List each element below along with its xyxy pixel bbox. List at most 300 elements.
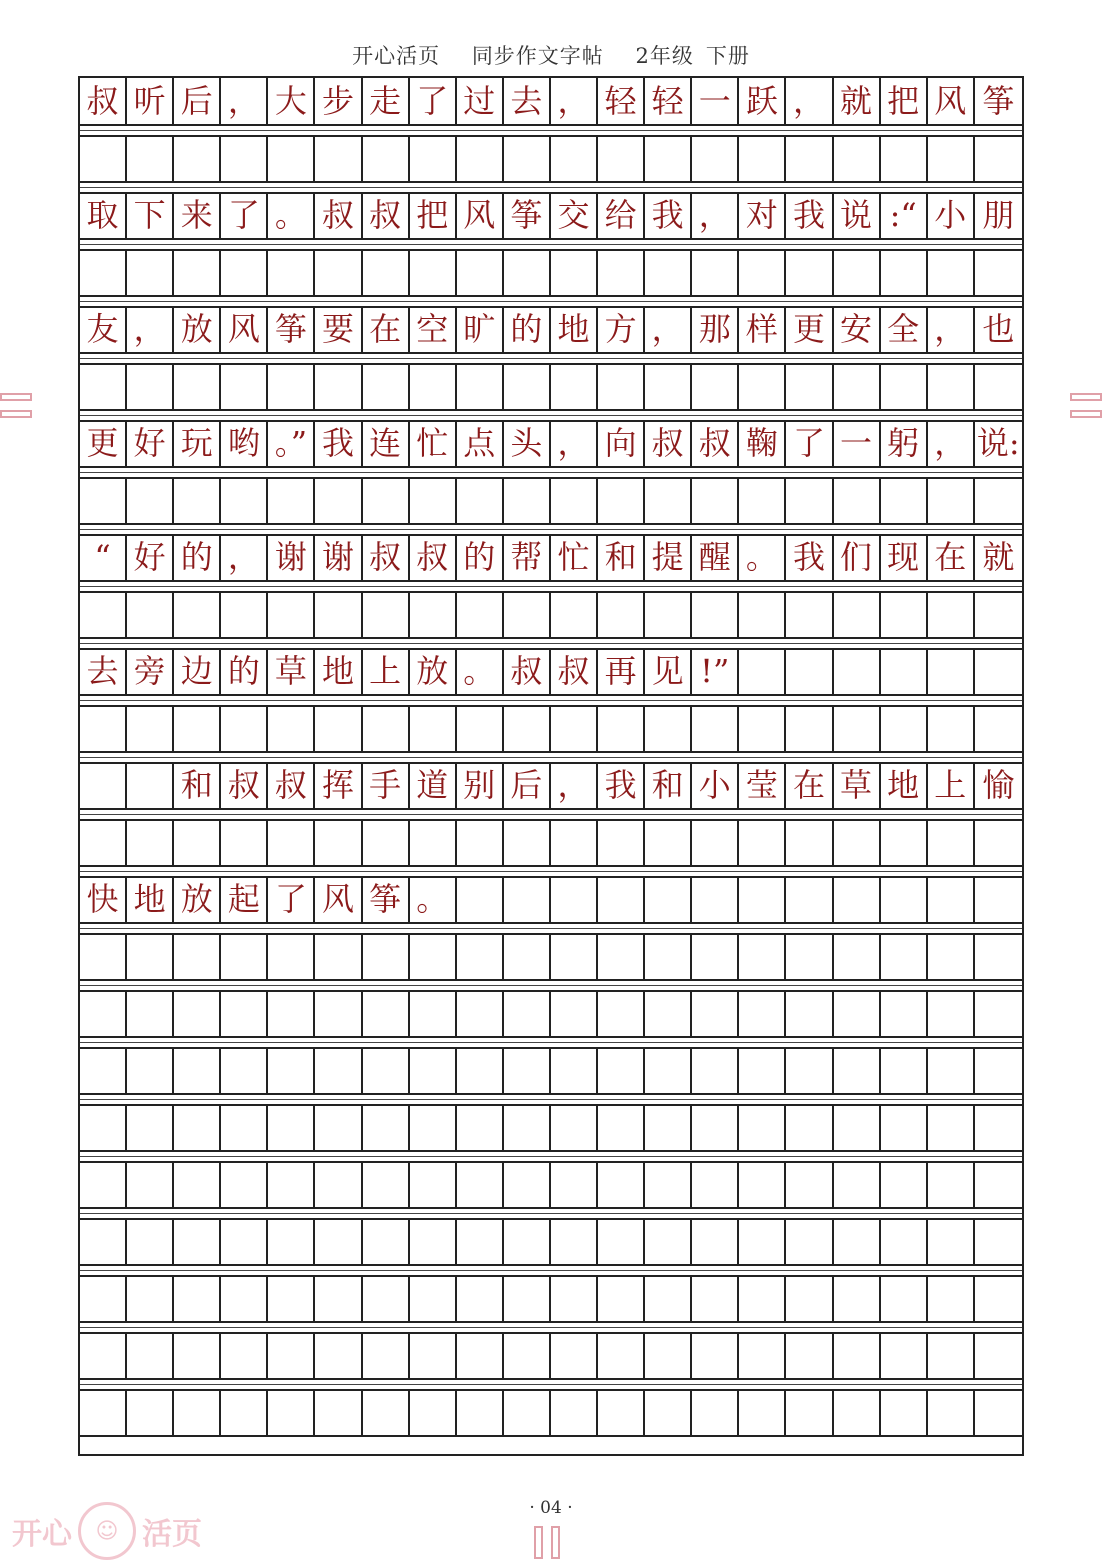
grid-cell: 一: [692, 78, 739, 124]
grid-cell: 筝: [504, 192, 551, 238]
grid-cell: [504, 1218, 551, 1264]
grid-cell: 再: [598, 648, 645, 694]
grid-cell: 轻: [598, 78, 645, 124]
grid-cell: [692, 1275, 739, 1321]
grid-cell: [928, 876, 975, 922]
gap-rule: [80, 643, 1022, 644]
grid-cell: [834, 135, 881, 181]
grid-cell: 风: [221, 306, 268, 352]
blank-row: [80, 1218, 1022, 1264]
grid-cell: [786, 819, 833, 865]
text-row: [80, 306, 1022, 352]
grid-cell: 方: [598, 306, 645, 352]
grid-cell: [881, 648, 928, 694]
blank-row: [80, 135, 1022, 181]
grid-cell: [410, 990, 457, 1036]
grid-cell: [80, 1161, 127, 1207]
grid-cell: [598, 1332, 645, 1378]
grid-line: [80, 1435, 1022, 1437]
grid-cell: 朋: [982, 196, 1015, 234]
grid-cell: 地: [315, 648, 362, 694]
grid-cell: 放: [174, 306, 221, 352]
grid-cell: 了: [410, 78, 457, 124]
grid-cell: “: [80, 534, 127, 580]
grid-cell: [692, 1389, 739, 1435]
blank-row: [80, 1275, 1022, 1321]
grid-cell: [834, 876, 881, 922]
grid-cell: [221, 1161, 268, 1207]
grid-cell: [363, 1218, 410, 1264]
grid-cell: [457, 363, 504, 409]
grid-cell: [268, 705, 315, 751]
gap-rule: [80, 130, 1022, 131]
grid-cell: 叔: [268, 762, 315, 808]
grid-cell: [551, 1047, 598, 1093]
grid-cell: 的: [174, 534, 221, 580]
grid-cell: [80, 819, 127, 865]
grid-cell: [551, 1218, 598, 1264]
grid-cell: 放: [410, 648, 457, 694]
grid-cell: [80, 933, 127, 979]
grid-cell: [786, 591, 833, 637]
grid-cell: [786, 135, 833, 181]
grid-cell: 去: [504, 78, 551, 124]
grid-cell: [786, 1389, 833, 1435]
grid-cell: [457, 1389, 504, 1435]
grid-cell: 筝: [268, 306, 315, 352]
grid-cell: [786, 249, 833, 295]
grid-cell: 的: [457, 534, 504, 580]
grid-cell: [315, 1389, 362, 1435]
grid-line: [80, 352, 1022, 354]
grid-cell: [551, 1389, 598, 1435]
grid-cell: [410, 1161, 457, 1207]
grid-cell: [268, 249, 315, 295]
grid-cell: 叔: [315, 192, 362, 238]
grid-cell: 步: [315, 78, 362, 124]
grid-cell: [221, 1104, 268, 1150]
grid-line: [80, 409, 1022, 411]
grid-cell: 全: [881, 306, 928, 352]
grid-cell: [410, 249, 457, 295]
grid-cell: [692, 990, 739, 1036]
grid-cell: [174, 591, 221, 637]
gap-rule: [80, 1099, 1022, 1100]
grid-cell: 地: [127, 876, 174, 922]
grid-cell: [80, 363, 127, 409]
grid-cell: 手: [363, 762, 410, 808]
grid-cell: 忙: [410, 420, 457, 466]
grid-cell: 也: [982, 310, 1015, 348]
grid-line: [80, 751, 1022, 753]
grid-cell: [551, 477, 598, 523]
grid-cell: [410, 477, 457, 523]
grid-cell: [928, 1218, 975, 1264]
grid-cell: [928, 1104, 975, 1150]
grid-cell: [80, 762, 127, 808]
grid-cell: [410, 1047, 457, 1093]
grid-cell: 我: [315, 420, 362, 466]
grid-cell: [457, 1218, 504, 1264]
grid-cell: [975, 648, 1022, 694]
grid-cell: [928, 819, 975, 865]
grid-cell: [221, 933, 268, 979]
grid-cell: [881, 1161, 928, 1207]
grid-cell: [834, 648, 881, 694]
grid-cell: 鞠: [739, 420, 786, 466]
grid-cell: [739, 705, 786, 751]
grid-cell: [410, 135, 457, 181]
grid-cell: 边: [174, 648, 221, 694]
grid-cell: [504, 705, 551, 751]
grid-cell: [80, 1389, 127, 1435]
gap-rule: [80, 700, 1022, 701]
grid-cell: 筝: [363, 876, 410, 922]
grid-cell: [268, 1161, 315, 1207]
grid-cell: 躬: [881, 420, 928, 466]
grid-line: [80, 1093, 1022, 1095]
smile-logo-icon: ☺: [78, 1502, 136, 1560]
grid-cell: 醒: [692, 534, 739, 580]
grid-cell: [504, 933, 551, 979]
grid-cell: [645, 477, 692, 523]
grid-cell: [834, 1218, 881, 1264]
blank-row: [80, 705, 1022, 751]
side-mark-right-bottom: [1070, 410, 1102, 418]
grid-line: [80, 466, 1022, 468]
grid-cell: [834, 933, 881, 979]
gap-rule: [80, 415, 1022, 416]
grid-cell: [692, 249, 739, 295]
grid-cell: [786, 477, 833, 523]
grid-cell: 走: [363, 78, 410, 124]
grid-cell: [975, 1389, 1022, 1435]
grid-cell: [221, 249, 268, 295]
grid-cell: 忙: [551, 534, 598, 580]
gap-rule: [80, 757, 1022, 758]
gap-rule: [80, 472, 1022, 473]
grid-cell: [786, 1161, 833, 1207]
grid-cell: 来: [174, 192, 221, 238]
grid-cell: [268, 933, 315, 979]
grid-cell: [457, 1161, 504, 1207]
grid-cell: [221, 819, 268, 865]
blank-row: [80, 990, 1022, 1036]
grid-cell: [739, 1161, 786, 1207]
grid-cell: [80, 135, 127, 181]
grid-cell: [739, 1218, 786, 1264]
grid-cell: :“: [881, 192, 928, 238]
grid-cell: [127, 990, 174, 1036]
grid-cell: 一: [834, 420, 881, 466]
grid-cell: ，: [645, 306, 692, 352]
grid-line: [80, 1207, 1022, 1209]
grid-cell: [80, 249, 127, 295]
grid-cell: 向: [598, 420, 645, 466]
grid-cell: [174, 249, 221, 295]
grid-cell: [221, 1275, 268, 1321]
grid-cell: [692, 933, 739, 979]
grid-cell: 现: [881, 534, 928, 580]
grid-cell: 给: [598, 192, 645, 238]
grid-cell: [881, 1104, 928, 1150]
grid-cell: [127, 363, 174, 409]
grid-cell: [127, 1218, 174, 1264]
grid-cell: 玩: [174, 420, 221, 466]
grid-cell: [645, 1218, 692, 1264]
grid-cell: [80, 477, 127, 523]
grid-cell: [739, 363, 786, 409]
grid-cell: 叔: [551, 648, 598, 694]
grid-cell: [834, 249, 881, 295]
grid-cell: [410, 705, 457, 751]
grid-cell: [645, 1275, 692, 1321]
grid-cell: [457, 477, 504, 523]
grid-cell: [457, 876, 504, 922]
grid-cell: ，: [692, 192, 739, 238]
grid-cell: [551, 819, 598, 865]
grid-cell: 。: [739, 534, 786, 580]
grid-cell: [127, 762, 174, 808]
grid-cell: [598, 1218, 645, 1264]
grid-cell: [174, 990, 221, 1036]
grid-cell: [645, 705, 692, 751]
grid-cell: [551, 1275, 598, 1321]
grid-cell: [881, 990, 928, 1036]
gap-rule: [80, 358, 1022, 359]
blank-row: [80, 1332, 1022, 1378]
grid-cell: [598, 876, 645, 922]
grid-cell: [928, 477, 975, 523]
grid-cell: 把: [881, 78, 928, 124]
grid-cell: [928, 705, 975, 751]
grid-cell: 听: [127, 78, 174, 124]
grid-cell: ，: [551, 420, 598, 466]
grid-cell: [363, 1275, 410, 1321]
grid-cell: [551, 249, 598, 295]
gap-rule: [80, 301, 1022, 302]
grid-cell: [363, 591, 410, 637]
grid-cell: [127, 135, 174, 181]
grid-cell: 的: [221, 648, 268, 694]
grid-cell: [268, 1332, 315, 1378]
grid-cell: [739, 135, 786, 181]
grid-cell: [504, 591, 551, 637]
grid-cell: [315, 1161, 362, 1207]
grid-cell: [363, 135, 410, 181]
grid-cell: [80, 1104, 127, 1150]
grid-cell: [739, 1332, 786, 1378]
grid-cell: [80, 1047, 127, 1093]
text-row: [80, 534, 1022, 580]
grid-cell: 叔: [80, 78, 127, 124]
grid-line: [80, 1264, 1022, 1266]
grid-cell: 好: [127, 420, 174, 466]
grid-cell: [174, 819, 221, 865]
grid-cell: 莹: [739, 762, 786, 808]
grid-cell: 快: [80, 876, 127, 922]
grid-cell: [739, 1389, 786, 1435]
grid-cell: [881, 1047, 928, 1093]
grid-cell: [928, 1161, 975, 1207]
grid-line: [80, 1378, 1022, 1380]
grid-cell: [786, 705, 833, 751]
grid-cell: 空: [410, 306, 457, 352]
grid-cell: [692, 876, 739, 922]
grid-cell: [504, 363, 551, 409]
grid-cell: [457, 1275, 504, 1321]
grid-cell: !”: [692, 648, 739, 694]
grid-cell: 我: [786, 192, 833, 238]
grid-cell: [127, 819, 174, 865]
grid-cell: [598, 819, 645, 865]
gap-rule: [80, 1384, 1022, 1385]
grid-cell: [80, 1218, 127, 1264]
grid-cell: [739, 876, 786, 922]
grid-cell: [739, 648, 786, 694]
grid-cell: [363, 1161, 410, 1207]
grid-cell: 见: [645, 648, 692, 694]
grid-cell: [457, 705, 504, 751]
grid-cell: 。: [457, 648, 504, 694]
grid-cell: [504, 135, 551, 181]
grid-cell: [410, 363, 457, 409]
grid-cell: [881, 363, 928, 409]
grid-cell: [268, 591, 315, 637]
grid-cell: [645, 933, 692, 979]
grid-cell: [221, 363, 268, 409]
grid-cell: [410, 1389, 457, 1435]
grid-cell: [127, 477, 174, 523]
grid-cell: 友: [80, 306, 127, 352]
grid-cell: 更: [80, 420, 127, 466]
grid-cell: [881, 1275, 928, 1321]
grid-cell: [881, 876, 928, 922]
grid-cell: 大: [268, 78, 315, 124]
blank-row: [80, 249, 1022, 295]
grid-cell: [739, 990, 786, 1036]
gap-rule: [80, 1270, 1022, 1271]
grid-line: [80, 922, 1022, 924]
grid-cell: ，: [551, 78, 598, 124]
grid-cell: 跃: [739, 78, 786, 124]
grid-cell: 叔: [410, 534, 457, 580]
grid-cell: [786, 1047, 833, 1093]
grid-cell: [315, 477, 362, 523]
grid-cell: [975, 363, 1022, 409]
grid-cell: [598, 1104, 645, 1150]
grid-cell: [80, 990, 127, 1036]
gap-rule: [80, 244, 1022, 245]
gap-rule: [80, 187, 1022, 188]
grid-cell: [315, 1275, 362, 1321]
grid-cell: 更: [786, 306, 833, 352]
grid-cell: 风: [315, 876, 362, 922]
grid-cell: [504, 1275, 551, 1321]
grid-cell: [174, 705, 221, 751]
grid-cell: [598, 477, 645, 523]
grid-cell: 叔: [504, 648, 551, 694]
grid-cell: [457, 819, 504, 865]
grid-cell: [221, 1047, 268, 1093]
grid-cell: [551, 705, 598, 751]
grid-cell: [457, 249, 504, 295]
page-number: · 04 ·: [529, 1498, 573, 1518]
grid-cell: 过: [457, 78, 504, 124]
grid-cell: 好: [127, 534, 174, 580]
grid-cell: [174, 1332, 221, 1378]
grid-cell: 和: [645, 762, 692, 808]
grid-cell: [834, 1047, 881, 1093]
gap-rule: [80, 871, 1022, 872]
grid-cell: [551, 1332, 598, 1378]
grid-cell: [786, 876, 833, 922]
grid-cell: [363, 1389, 410, 1435]
grid-cell: 说:: [976, 424, 1020, 462]
blank-row: [80, 1389, 1022, 1435]
grid-cell: [928, 135, 975, 181]
grid-cell: [881, 1332, 928, 1378]
grid-cell: [834, 591, 881, 637]
grid-cell: [598, 1389, 645, 1435]
grid-line: [80, 124, 1022, 126]
grid-cell: [786, 1104, 833, 1150]
grid-cell: [834, 1389, 881, 1435]
blank-row: [80, 819, 1022, 865]
grid-cell: [504, 990, 551, 1036]
grid-cell: [645, 363, 692, 409]
grid-cell: 谢: [315, 534, 362, 580]
grid-cell: [551, 363, 598, 409]
grid-cell: [127, 705, 174, 751]
grid-cell: [692, 819, 739, 865]
grid-cell: [315, 705, 362, 751]
grid-cell: [315, 1218, 362, 1264]
grid-cell: 的: [504, 306, 551, 352]
grid-cell: [645, 1389, 692, 1435]
grid-cell: [504, 876, 551, 922]
grid-cell: 把: [410, 192, 457, 238]
grid-cell: [739, 477, 786, 523]
grid-cell: [551, 135, 598, 181]
grid-cell: [174, 1275, 221, 1321]
grid-cell: 小: [928, 192, 975, 238]
blank-row: [80, 933, 1022, 979]
grid-cell: [881, 135, 928, 181]
grid-cell: [221, 1389, 268, 1435]
grid-cell: [127, 1275, 174, 1321]
grid-cell: 下: [127, 192, 174, 238]
grid-line: [80, 637, 1022, 639]
grid-cell: [881, 933, 928, 979]
grid-cell: [504, 1332, 551, 1378]
gap-rule: [80, 814, 1022, 815]
grid-cell: [975, 1275, 1022, 1321]
grid-cell: [786, 648, 833, 694]
grid-cell: [786, 1275, 833, 1321]
grid-cell: [975, 249, 1022, 295]
grid-cell: 连: [363, 420, 410, 466]
grid-cell: [645, 990, 692, 1036]
grid-cell: [881, 819, 928, 865]
grid-cell: 叔: [363, 192, 410, 238]
grid-cell: 帮: [504, 534, 551, 580]
grid-cell: [645, 1332, 692, 1378]
grid-cell: [928, 990, 975, 1036]
grid-cell: [598, 591, 645, 637]
grid-cell: [268, 819, 315, 865]
grid-cell: [834, 990, 881, 1036]
